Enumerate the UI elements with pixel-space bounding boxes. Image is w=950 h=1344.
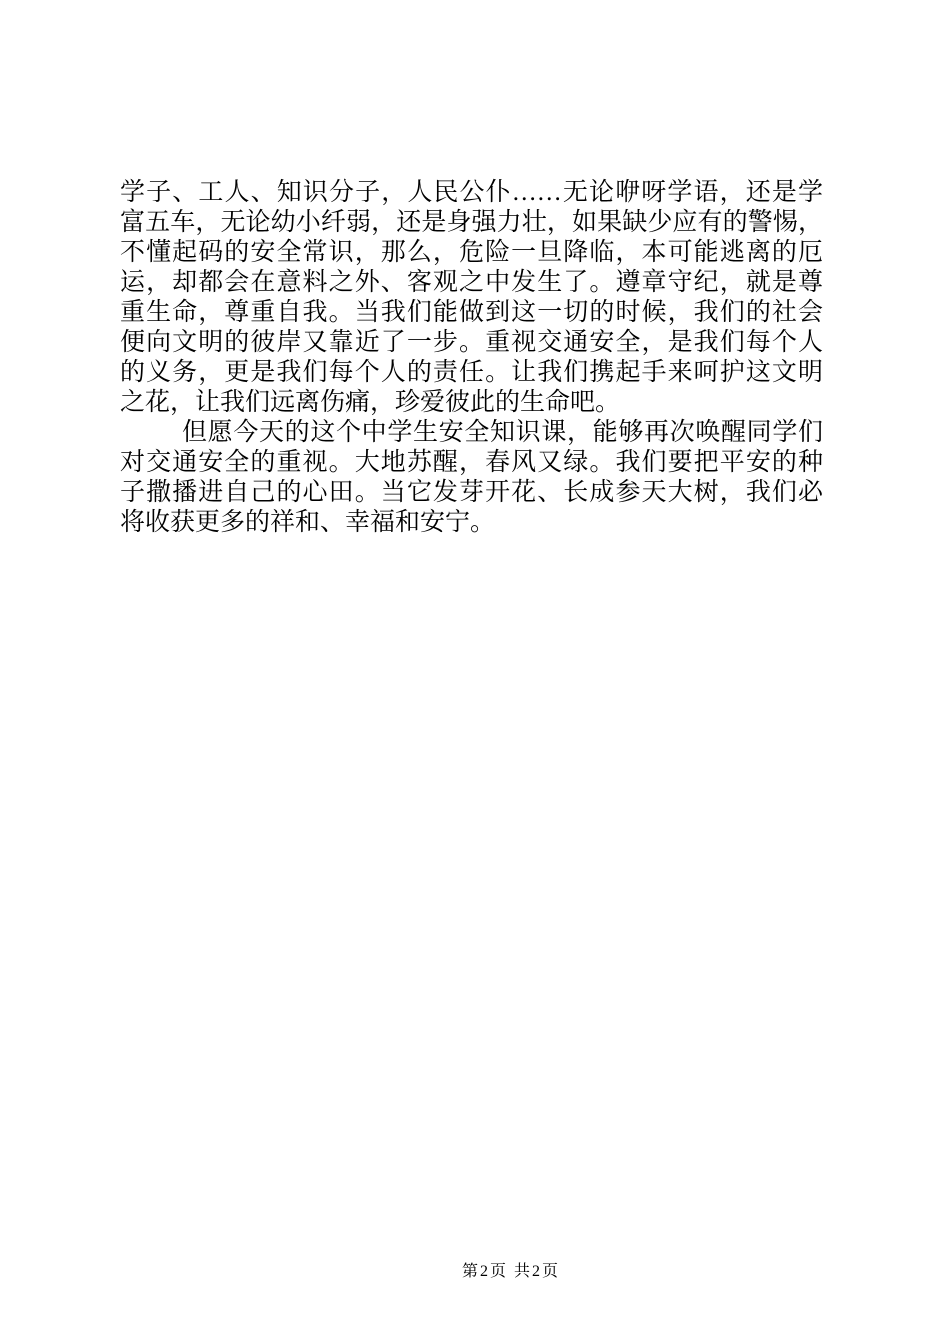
document-line: 运，却都会在意料之外、客观之中发生了。遵章守纪，就是尊 <box>120 269 823 296</box>
document-line: 对交通安全的重视。大地苏醒，春风又绿。我们要把平安的种 <box>120 449 823 476</box>
document-line: 将收获更多的祥和、幸福和安宁。 <box>120 509 496 536</box>
document-line: 的义务，更是我们每个人的责任。让我们携起手来呵护这文明 <box>120 359 823 386</box>
document-line: 重生命，尊重自我。当我们能做到这一切的时候，我们的社会 <box>120 299 823 326</box>
document-line: 之花，让我们远离伤痛，珍爱彼此的生命吧。 <box>120 389 621 416</box>
document-line: 子撒播进自己的心田。当它发芽开花、长成参天大树，我们必 <box>120 479 823 506</box>
document-line: 但愿今天的这个中学生安全知识课，能够再次唤醒同学们 <box>182 419 823 446</box>
document-line: 学子、工人、知识分子，人民公仆……无论咿呀学语，还是学 <box>120 179 823 206</box>
page-number-text: 第2页 共2页 <box>462 1263 561 1280</box>
document-body <box>120 178 823 538</box>
document-line: 富五车，无论幼小纤弱，还是身强力壮，如果缺少应有的警惕， <box>120 209 823 236</box>
page-footer <box>438 1242 560 1302</box>
document-line: 便向文明的彼岸又靠近了一步。重视交通安全，是我们每个人 <box>120 329 823 356</box>
document-line: 不懂起码的安全常识，那么，危险一旦降临，本可能逃离的厄 <box>120 239 823 266</box>
